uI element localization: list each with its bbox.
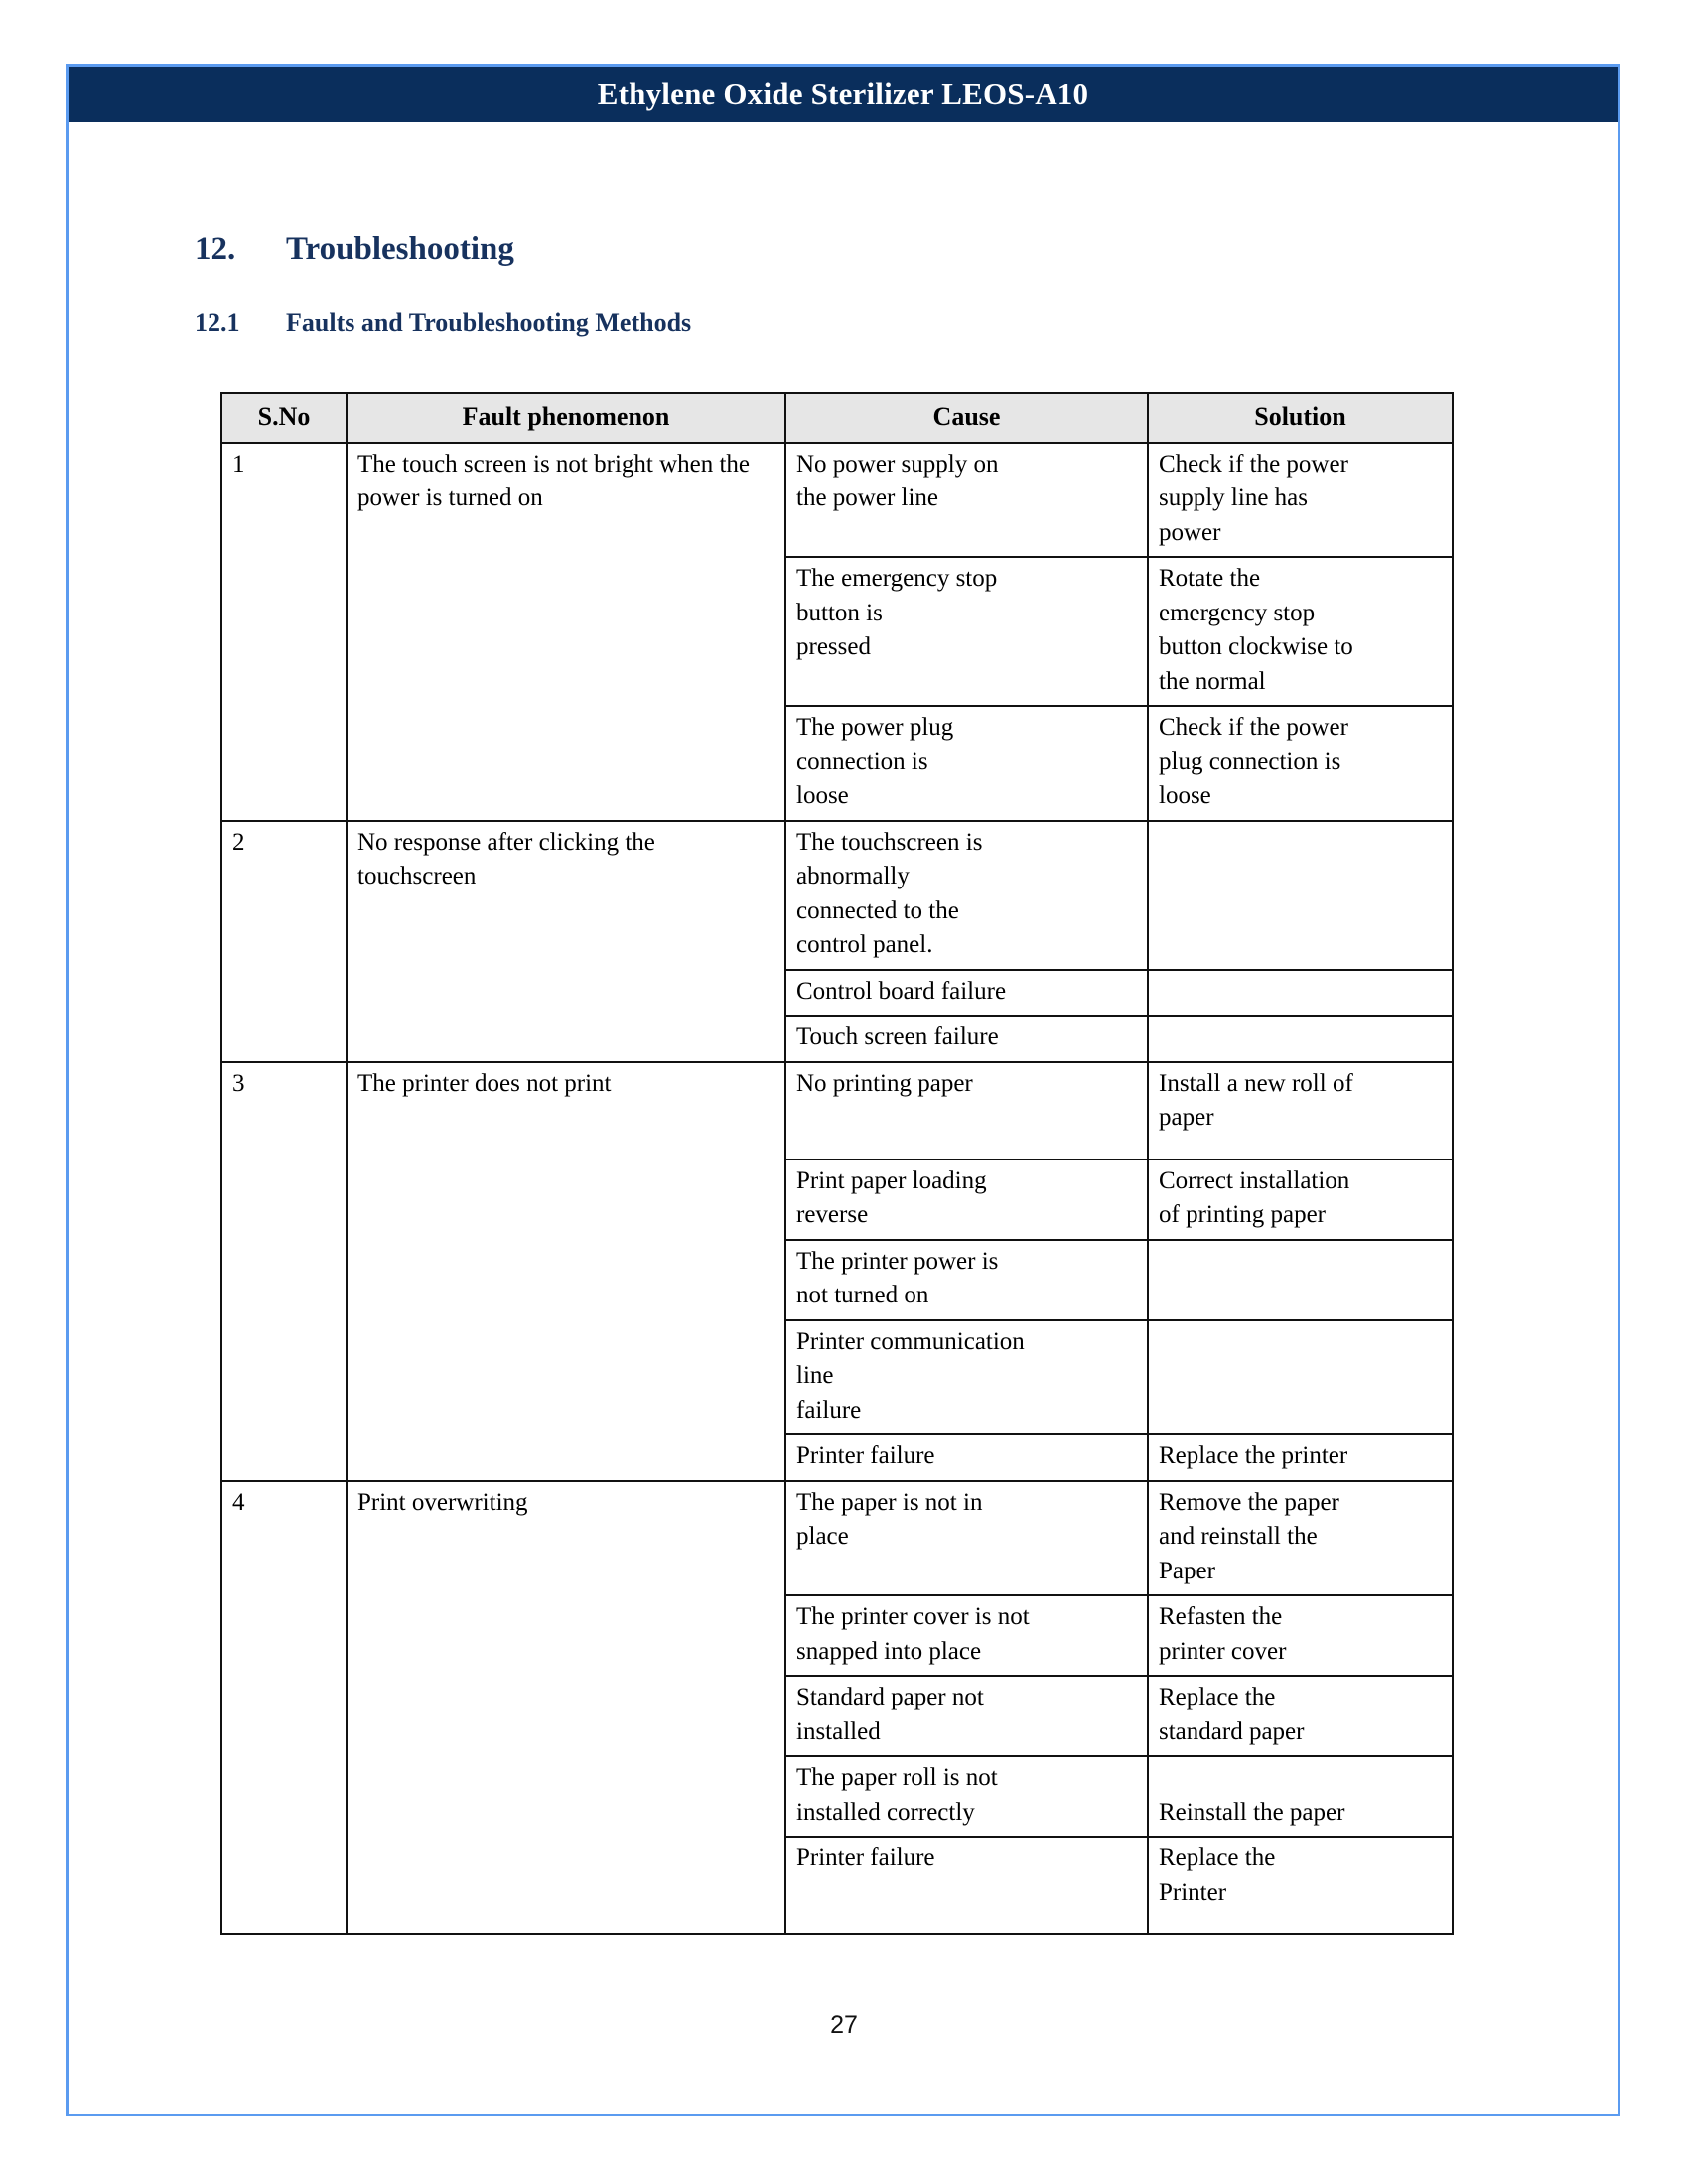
cell-sno: 4 (221, 1481, 347, 1935)
cell-cause: The paper is not in place (785, 1481, 1148, 1596)
cell-cause: The power plug connection is loose (785, 706, 1148, 821)
column-header-cause: Cause (785, 393, 1148, 443)
cell-sno: 3 (221, 1062, 347, 1481)
footer-page-number: 27 (830, 2011, 858, 2039)
cell-cause: The touchscreen is abnormally connected to the control panel. (785, 821, 1148, 970)
cell-solution: Replace the Printer (1148, 1837, 1453, 1934)
table-row (221, 1481, 1453, 1596)
cell-cause: Standard paper not installed (785, 1676, 1148, 1756)
cell-fault-phenomenon: No response after clicking the touchscreen (347, 821, 785, 1062)
subsection-number: 12.1 (195, 308, 240, 337)
cell-fault-phenomenon: The printer does not print (347, 1062, 785, 1481)
subsection-title: Faults and Troubleshooting Methods (286, 308, 692, 337)
cell-solution: Remove the paper and reinstall the Paper (1148, 1481, 1453, 1596)
column-header-solution: Solution (1148, 393, 1453, 443)
table-row (221, 1062, 1453, 1160)
cell-sno: 1 (221, 443, 347, 821)
cell-cause: The paper roll is not installed correctly (785, 1756, 1148, 1837)
cell-cause: Printer communication line failure (785, 1320, 1148, 1435)
document-header-title: Ethylene Oxide Sterilizer LEOS-A10 (597, 76, 1089, 111)
faults-troubleshooting-table (220, 392, 1454, 1935)
column-header-fault: Fault phenomenon (347, 393, 785, 443)
document-header-band (69, 67, 1618, 122)
table-body (221, 443, 1453, 1935)
cell-solution (1148, 1320, 1453, 1435)
cell-cause: Control board failure (785, 970, 1148, 1017)
cell-solution: Check if the power supply line has power (1148, 443, 1453, 558)
cell-solution: Refasten the printer cover (1148, 1595, 1453, 1676)
cell-solution (1148, 821, 1453, 970)
cell-solution: Reinstall the paper (1148, 1756, 1453, 1837)
cell-solution (1148, 1240, 1453, 1320)
cell-cause: The printer power is not turned on (785, 1240, 1148, 1320)
section-title: Troubleshooting (286, 231, 514, 267)
cell-fault-phenomenon: Print overwriting (347, 1481, 785, 1935)
cell-solution: Replace the printer (1148, 1434, 1453, 1481)
cell-solution (1148, 970, 1453, 1017)
table-row (221, 443, 1453, 558)
cell-solution: Check if the power plug connection is loose (1148, 706, 1453, 821)
table-row (221, 821, 1453, 970)
cell-solution: Correct installation of printing paper (1148, 1160, 1453, 1240)
cell-fault-phenomenon: The touch screen is not bright when the power is turned on (347, 443, 785, 821)
table-header-row (221, 393, 1453, 443)
section-heading-12 (195, 231, 514, 268)
cell-sno: 2 (221, 821, 347, 1062)
cell-cause: Printer failure (785, 1434, 1148, 1481)
cell-solution: Rotate the emergency stop button clockwise to the normal (1148, 557, 1453, 706)
cell-cause: Printer failure (785, 1837, 1148, 1934)
subsection-heading-12-1 (195, 308, 691, 338)
cell-cause: No power supply on the power line (785, 443, 1148, 558)
cell-cause: Print paper loading reverse (785, 1160, 1148, 1240)
cell-solution: Install a new roll of paper (1148, 1062, 1453, 1160)
cell-cause: Touch screen failure (785, 1016, 1148, 1062)
cell-cause: The printer cover is not snapped into place (785, 1595, 1148, 1676)
column-header-sno: S.No (221, 393, 347, 443)
cell-cause: No printing paper (785, 1062, 1148, 1160)
section-number: 12. (195, 231, 236, 267)
troubleshooting-table-wrapper (220, 392, 1452, 1935)
cell-solution (1148, 1016, 1453, 1062)
cell-cause: The emergency stop button is pressed (785, 557, 1148, 706)
table-header (221, 393, 1453, 443)
cell-solution: Replace the standard paper (1148, 1676, 1453, 1756)
